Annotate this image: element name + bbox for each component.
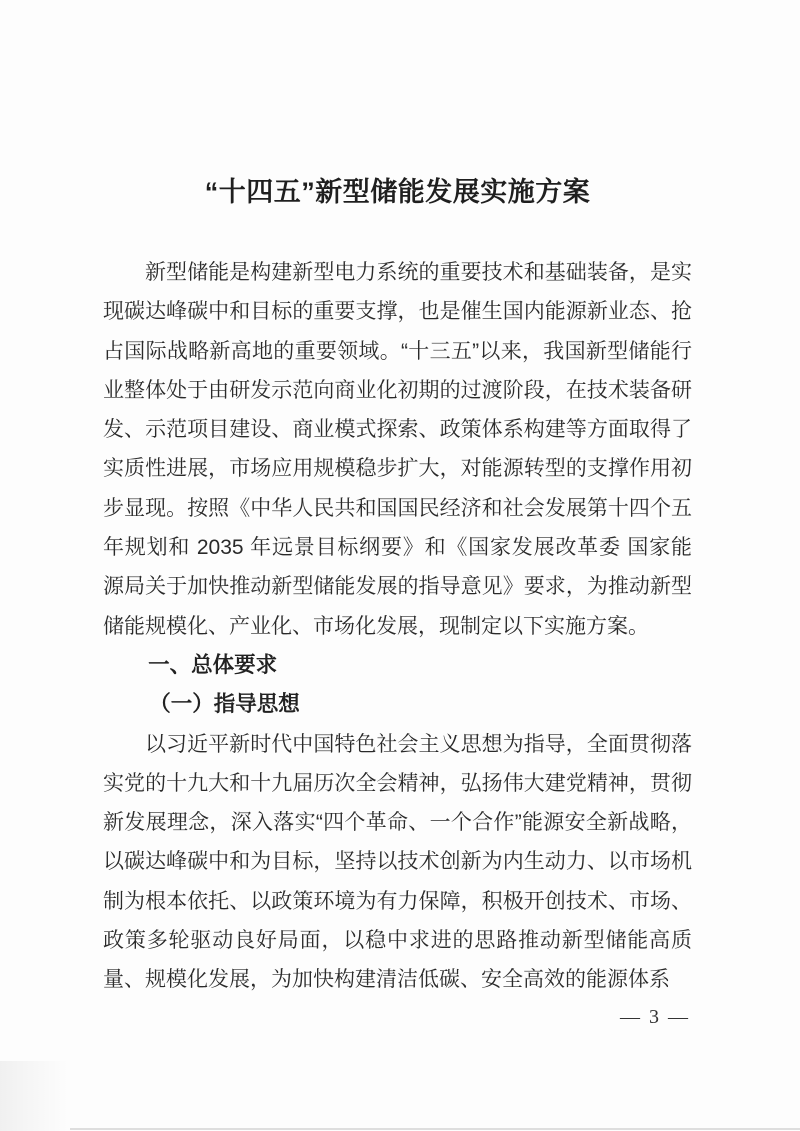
document-content — [103, 172, 692, 1000]
scan-artifact-bottom-line — [70, 1128, 800, 1130]
subsection-heading-guiding-ideology: （一）指导思想 — [149, 692, 300, 717]
paragraph-guiding-ideology: 以习近平新时代中国特色社会主义思想为指导，全面贯彻落实党的十九大和十九届历次全会精神，弘扬伟大建党精神，贯彻新发展理念，深入落实“四个革命、一个合作”能源安全新战略，以碳达峰碳中和为目标，坚持以技术创新为内生动力、以市场机制为根本依托、以政策环境为有力保障，积极开创技术、市场、政策多轮驱动良好局面，以稳中求进的思路推动新型储能高质量、规模化发展，为加快构建清洁低碳、安全高效的能源体系 — [103, 732, 692, 992]
document-title: “十四五”新型储能发展实施方案 — [204, 177, 591, 207]
section-heading-overall-requirements: 一、总体要求 — [148, 652, 278, 677]
scan-artifact-smudge — [0, 1061, 80, 1131]
page-number: — 3 — — [620, 1006, 690, 1028]
paragraph-intro: 新型储能是构建新型电力系统的重要技术和基础装备，是实现碳达峰碳中和目标的重要支撑，也是催生国内能源新业态、抢占国际战略新高地的重要领域。“十三五”以来，我国新型储能行业整体处于由研发示范向商业化初期的过渡阶段，在技术装备研发、示范项目建设、商业模式探索、政策体系构建等方面取得了实质性进展，市场应用规模稳步扩大，对能源转型的支撑作用初步显现。按照《中华人民共和国国民经济和社会发展第十四个五年规划和 2035 年远景目标纲要》和《国家发展改革委 国家能源局关于加快推动新型储能发展的指导意见》要求，为推动新型储能规模化、产业化、市场化发展，现制定以下实施方案。 — [103, 261, 692, 638]
